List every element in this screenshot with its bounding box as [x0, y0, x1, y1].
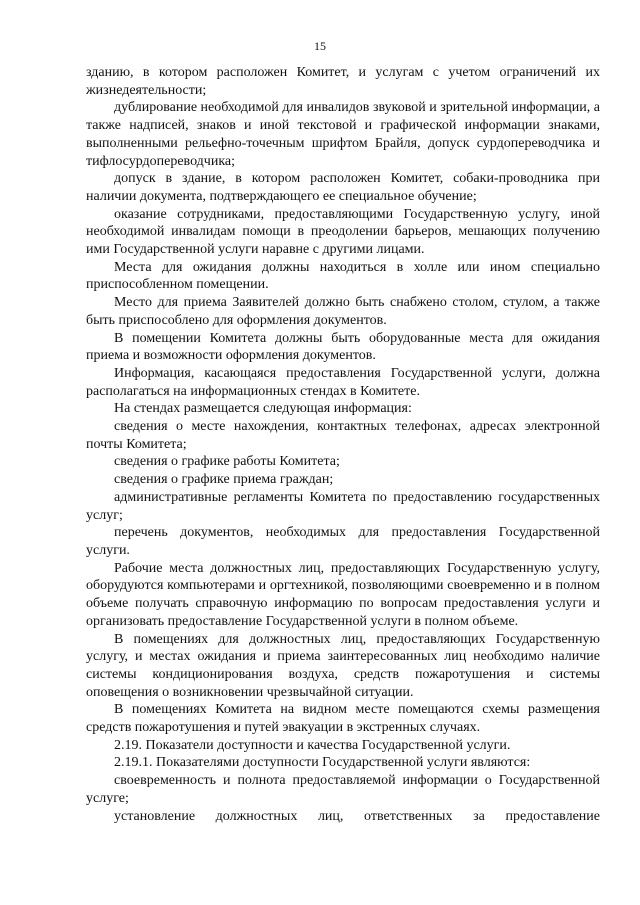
document-body: [86, 64, 600, 825]
paragraph: допуск в здание, в котором расположен Комитет, собаки-проводника при наличии документа, подтверждающего ее специальное обучение;: [86, 171, 600, 204]
paragraph: оказание сотрудниками, предоставляющими Государственную услугу, иной необходимой инвалидам помощи в преодолении барьеров, мешающих получению ими Государственной услуги наравне с другими лицами.: [86, 206, 600, 258]
paragraph: сведения о графике работы Комитета;: [114, 454, 340, 470]
section-heading: 2.19. Показатели доступности и качества Государственной услуги.: [114, 737, 511, 753]
paragraph: Информация, касающаяся предоставления Государственной услуги, должна располагаться на информационных стендах в Комитете.: [86, 365, 600, 399]
paragraph: На стендах размещается следующая информация:: [114, 401, 412, 417]
paragraph: Места для ожидания должны находиться в холле или ином специально приспособленном помещении.: [86, 259, 600, 293]
paragraph: установление должностных лиц, ответственных за предоставление: [114, 808, 600, 824]
paragraph: В помещениях для должностных лиц, предоставляющих Государственную услугу, и местах ожидания и приема заинтересованных лиц необходимо наличие системы кондиционирования воздуха, средств пожаротушения и системы оповещения о возникновении чрезвычайной ситуации.: [86, 631, 600, 700]
paragraph: сведения о месте нахождения, контактных телефонах, адресах электронной почты Комитета;: [86, 419, 600, 452]
subsection-heading: 2.19.1. Показателями доступности Государственной услуги являются:: [114, 755, 531, 771]
paragraph: перечень документов, необходимых для предоставления Государственной услуги.: [86, 525, 600, 558]
paragraph: своевременность и полнота предоставляемой информации о Государственной услуге;: [86, 773, 600, 806]
paragraph: дублирование необходимой для инвалидов звуковой и зрительной информации, а также надписей, знаков и иной текстовой и графической информации знаками, выполненными рельефно-точечным шрифтом Брайля, допуск сурдопереводчика и тифлосурдопереводчика;: [86, 100, 600, 169]
paragraph: В помещениях Комитета на видном месте помещаются схемы размещения средств пожаротушения и путей эвакуации в экстренных случаях.: [86, 702, 600, 736]
paragraph: административные регламенты Комитета по предоставлению государственных услуг;: [86, 489, 600, 523]
paragraph: сведения о графике приема граждан;: [114, 472, 334, 488]
page-number: 15: [314, 39, 326, 53]
paragraph: В помещении Комитета должны быть оборудованные места для ожидания приема и возможности оформления документов.: [86, 330, 600, 364]
paragraph: Рабочие места должностных лиц, предоставляющих Государственную услугу, оборудуются компьютерами и оргтехникой, позволяющими своевременно и в полном объеме получать справочную информацию по вопросам предоставления услуги и организовать предоставление Государственной услуги в полном объеме.: [86, 560, 600, 629]
paragraph: Место для приема Заявителей должно быть снабжено столом, стулом, а также быть приспособлено для оформления документов.: [86, 295, 600, 328]
paragraph: зданию, в котором расположен Комитет, и услугам с учетом ограничений их жизнедеятельности;: [86, 65, 600, 98]
